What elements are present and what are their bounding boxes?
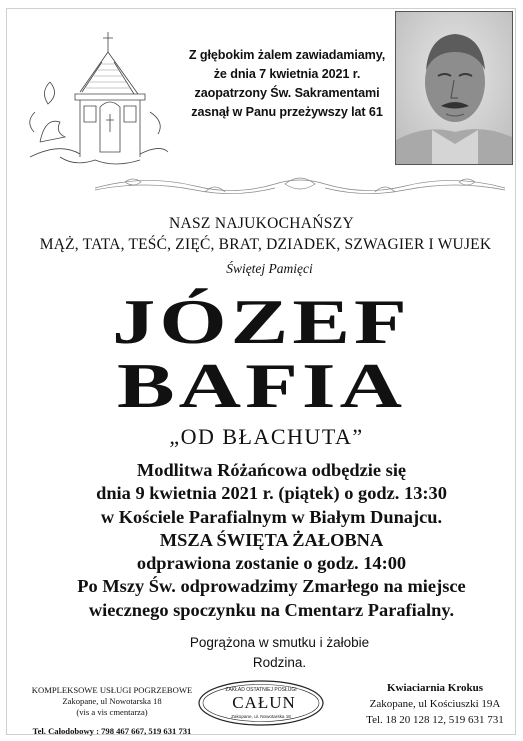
details-line: Po Mszy Św. odprowadzimy Zmarłego na miejsce xyxy=(77,576,466,597)
announcement-line: że dnia 7 kwietnia 2021 r. xyxy=(213,67,361,81)
ceremony-details xyxy=(0,459,523,622)
florist-phone: Tel. 18 20 128 12, 519 631 731 xyxy=(366,714,504,726)
florist-address: Zakopane, ul Kościuszki 19A xyxy=(369,698,501,710)
florist-info xyxy=(355,680,515,728)
logo-name: CAŁUN xyxy=(232,693,296,712)
funeral-home-title: KOMPLEKSOWE USŁUGI POGRZEBOWE xyxy=(31,685,193,695)
funeral-home-phone: Tel. Całodobowy : 798 467 667, 519 631 731 xyxy=(32,726,192,736)
announcement xyxy=(180,46,394,122)
heading-line1: NASZ NAJUKOCHAŃSZY xyxy=(169,215,354,232)
portrait-photo xyxy=(395,11,513,165)
details-line: w Kościele Parafialnym w Białym Dunajcu. xyxy=(100,506,443,527)
heading-line2: MĄŻ, TATA, TEŚĆ, ZIĘĆ, BRAT, DZIADEK, SZWAGIER I WUJEK xyxy=(39,236,492,253)
chapel-illustration xyxy=(20,22,170,172)
nickname: „OD BŁACHUTA” xyxy=(169,424,364,449)
details-line: Modlitwa Różańcowa odbędzie się xyxy=(136,460,407,480)
announcement-line: zaopatrzony Św. Sakramentami xyxy=(194,86,380,100)
announcement-line: Z głębokim żalem zawiadamiamy, xyxy=(188,48,386,62)
memory-text: Świętej Pamięci xyxy=(226,261,313,276)
logo-top-text: ZAKŁAD OSTATNIEJ POSŁUGI xyxy=(225,687,297,693)
funeral-home-info xyxy=(12,685,212,737)
closing-line1: Pogrążona w smutku i żałobie xyxy=(189,635,370,650)
last-name: BAFIA xyxy=(116,350,407,421)
funeral-home-address: Zakopane, ul Nowotarska 18 xyxy=(62,696,162,706)
details-line: dnia 9 kwietnia 2021 r. (piątek) o godz. 13:30 xyxy=(96,483,447,504)
details-line: wiecznego spoczynku na Cmentarz Parafialny. xyxy=(88,599,455,620)
details-line: odprawiona zostanie o godz. 14:00 xyxy=(136,553,407,574)
closing xyxy=(0,633,523,673)
calun-logo xyxy=(196,678,326,728)
funeral-home-note: (vis a vis cmentarza) xyxy=(76,707,148,717)
first-name: JÓZEF xyxy=(112,286,411,357)
announcement-line: zasnął w Panu przeżywszy lat 61 xyxy=(191,105,383,119)
logo-bottom-text: Zakopane, ul. Nowotarska 18 xyxy=(231,714,291,719)
ornament-divider xyxy=(85,170,515,200)
florist-name: Kwiaciarnia Krokus xyxy=(386,682,484,694)
closing-line2: Rodzina. xyxy=(252,655,307,670)
details-line: MSZA ŚWIĘTA ŻAŁOBNA xyxy=(159,529,384,550)
